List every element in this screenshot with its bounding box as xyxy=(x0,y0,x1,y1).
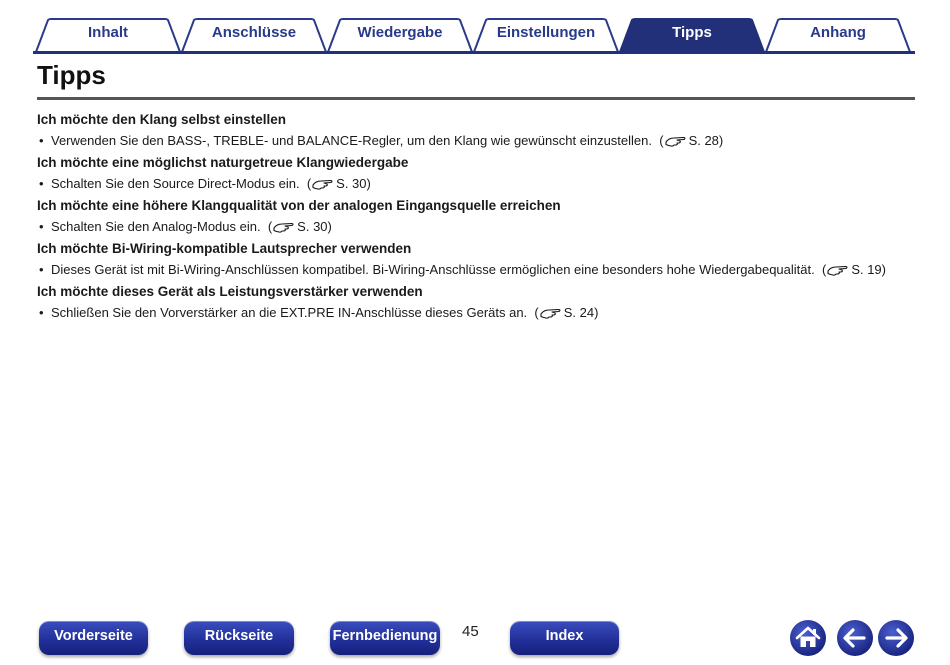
page-reference: S. 24 xyxy=(563,305,595,320)
tab-anschluesse[interactable] xyxy=(181,18,327,52)
tip-section xyxy=(37,155,917,193)
tip-text: Dieses Gerät ist mit Bi-Wiring-Anschlüssen kompatibel. Bi-Wiring-Anschlüsse ermöglichen eine besonders hohe Wiedergabequalität. xyxy=(51,262,815,277)
page-reference-link[interactable]: ( S. 24) xyxy=(530,305,599,320)
front-panel-button[interactable]: Vorderseite xyxy=(39,621,148,655)
home-button[interactable] xyxy=(789,619,827,657)
previous-page-button[interactable] xyxy=(836,619,874,657)
tip-text: Schalten Sie den Source Direct-Modus ein. xyxy=(51,176,300,191)
tip-section xyxy=(37,241,917,279)
tip-bullet xyxy=(37,261,917,279)
tip-text: Verwenden Sie den BASS-, TREBLE- und BALANCE-Regler, um den Klang wie gewünscht einzustellen. xyxy=(51,133,652,148)
page-reference: S. 30 xyxy=(336,176,367,191)
tip-heading: Ich möchte den Klang selbst einstellen xyxy=(37,112,287,127)
page-reference: S. 30 xyxy=(297,219,328,234)
tip-section xyxy=(37,284,917,322)
title-divider xyxy=(37,97,915,100)
remote-control-button[interactable]: Fernbedienung xyxy=(330,621,440,655)
tip-heading: Ich möchte Bi-Wiring-kompatible Lautsprecher verwenden xyxy=(37,241,412,256)
tip-bullet xyxy=(37,218,917,236)
tip-heading: Ich möchte eine höhere Klangqualität von der analogen Eingangsquelle erreichen xyxy=(37,198,561,213)
tab-wiedergabe[interactable] xyxy=(327,18,473,52)
tab-einstellungen[interactable] xyxy=(473,18,619,52)
tip-text: Schließen Sie den Vorverstärker an die EXT.PRE IN-Anschlüsse dieses Geräts an. xyxy=(51,305,528,320)
tip-section xyxy=(37,198,917,236)
tip-section xyxy=(37,112,917,150)
index-button[interactable]: Index xyxy=(510,621,619,655)
tab-label: Wiedergabe xyxy=(357,24,443,41)
page-reference-link[interactable]: ( S. 28) xyxy=(655,133,724,148)
tab-label: Anschlüsse xyxy=(211,24,297,41)
tip-heading: Ich möchte dieses Gerät als Leistungsverstärker verwenden xyxy=(37,284,423,299)
tab-label: Inhalt xyxy=(88,24,128,41)
page-reference: S. 19 xyxy=(851,262,882,277)
tab-bar xyxy=(33,18,915,54)
tab-label: Anhang xyxy=(810,24,866,41)
rear-panel-button[interactable]: Rückseite xyxy=(184,621,294,655)
page-title: Tipps xyxy=(37,60,106,90)
tip-bullet xyxy=(37,304,917,322)
tab-label: Einstellungen xyxy=(496,24,596,41)
pointing-hand-icon xyxy=(312,178,334,191)
page-reference: S. 28 xyxy=(688,133,719,148)
tab-anhang[interactable] xyxy=(765,18,911,52)
tip-bullet xyxy=(37,175,917,193)
tab-inhalt[interactable] xyxy=(35,18,181,52)
tip-heading: Ich möchte eine möglichst naturgetreue Klangwiedergabe xyxy=(37,155,409,170)
pointing-hand-icon xyxy=(665,135,687,148)
tip-text: Schalten Sie den Analog-Modus ein. xyxy=(51,219,261,234)
pointing-hand-icon xyxy=(827,264,849,277)
pointing-hand-icon xyxy=(540,307,562,320)
page-reference-link[interactable]: ( S. 19) xyxy=(818,262,887,277)
page-reference-link[interactable]: ( S. 30) xyxy=(264,219,332,234)
page-reference-link[interactable]: ( S. 30) xyxy=(303,176,371,191)
tip-bullet xyxy=(37,132,917,150)
tab-baseline xyxy=(33,51,915,54)
page-number: 45 xyxy=(462,623,479,640)
tab-tipps[interactable] xyxy=(619,18,765,52)
tips-list xyxy=(37,112,917,327)
pointing-hand-icon xyxy=(273,221,295,234)
next-page-button[interactable] xyxy=(877,619,915,657)
tab-label: Tipps xyxy=(672,24,712,41)
